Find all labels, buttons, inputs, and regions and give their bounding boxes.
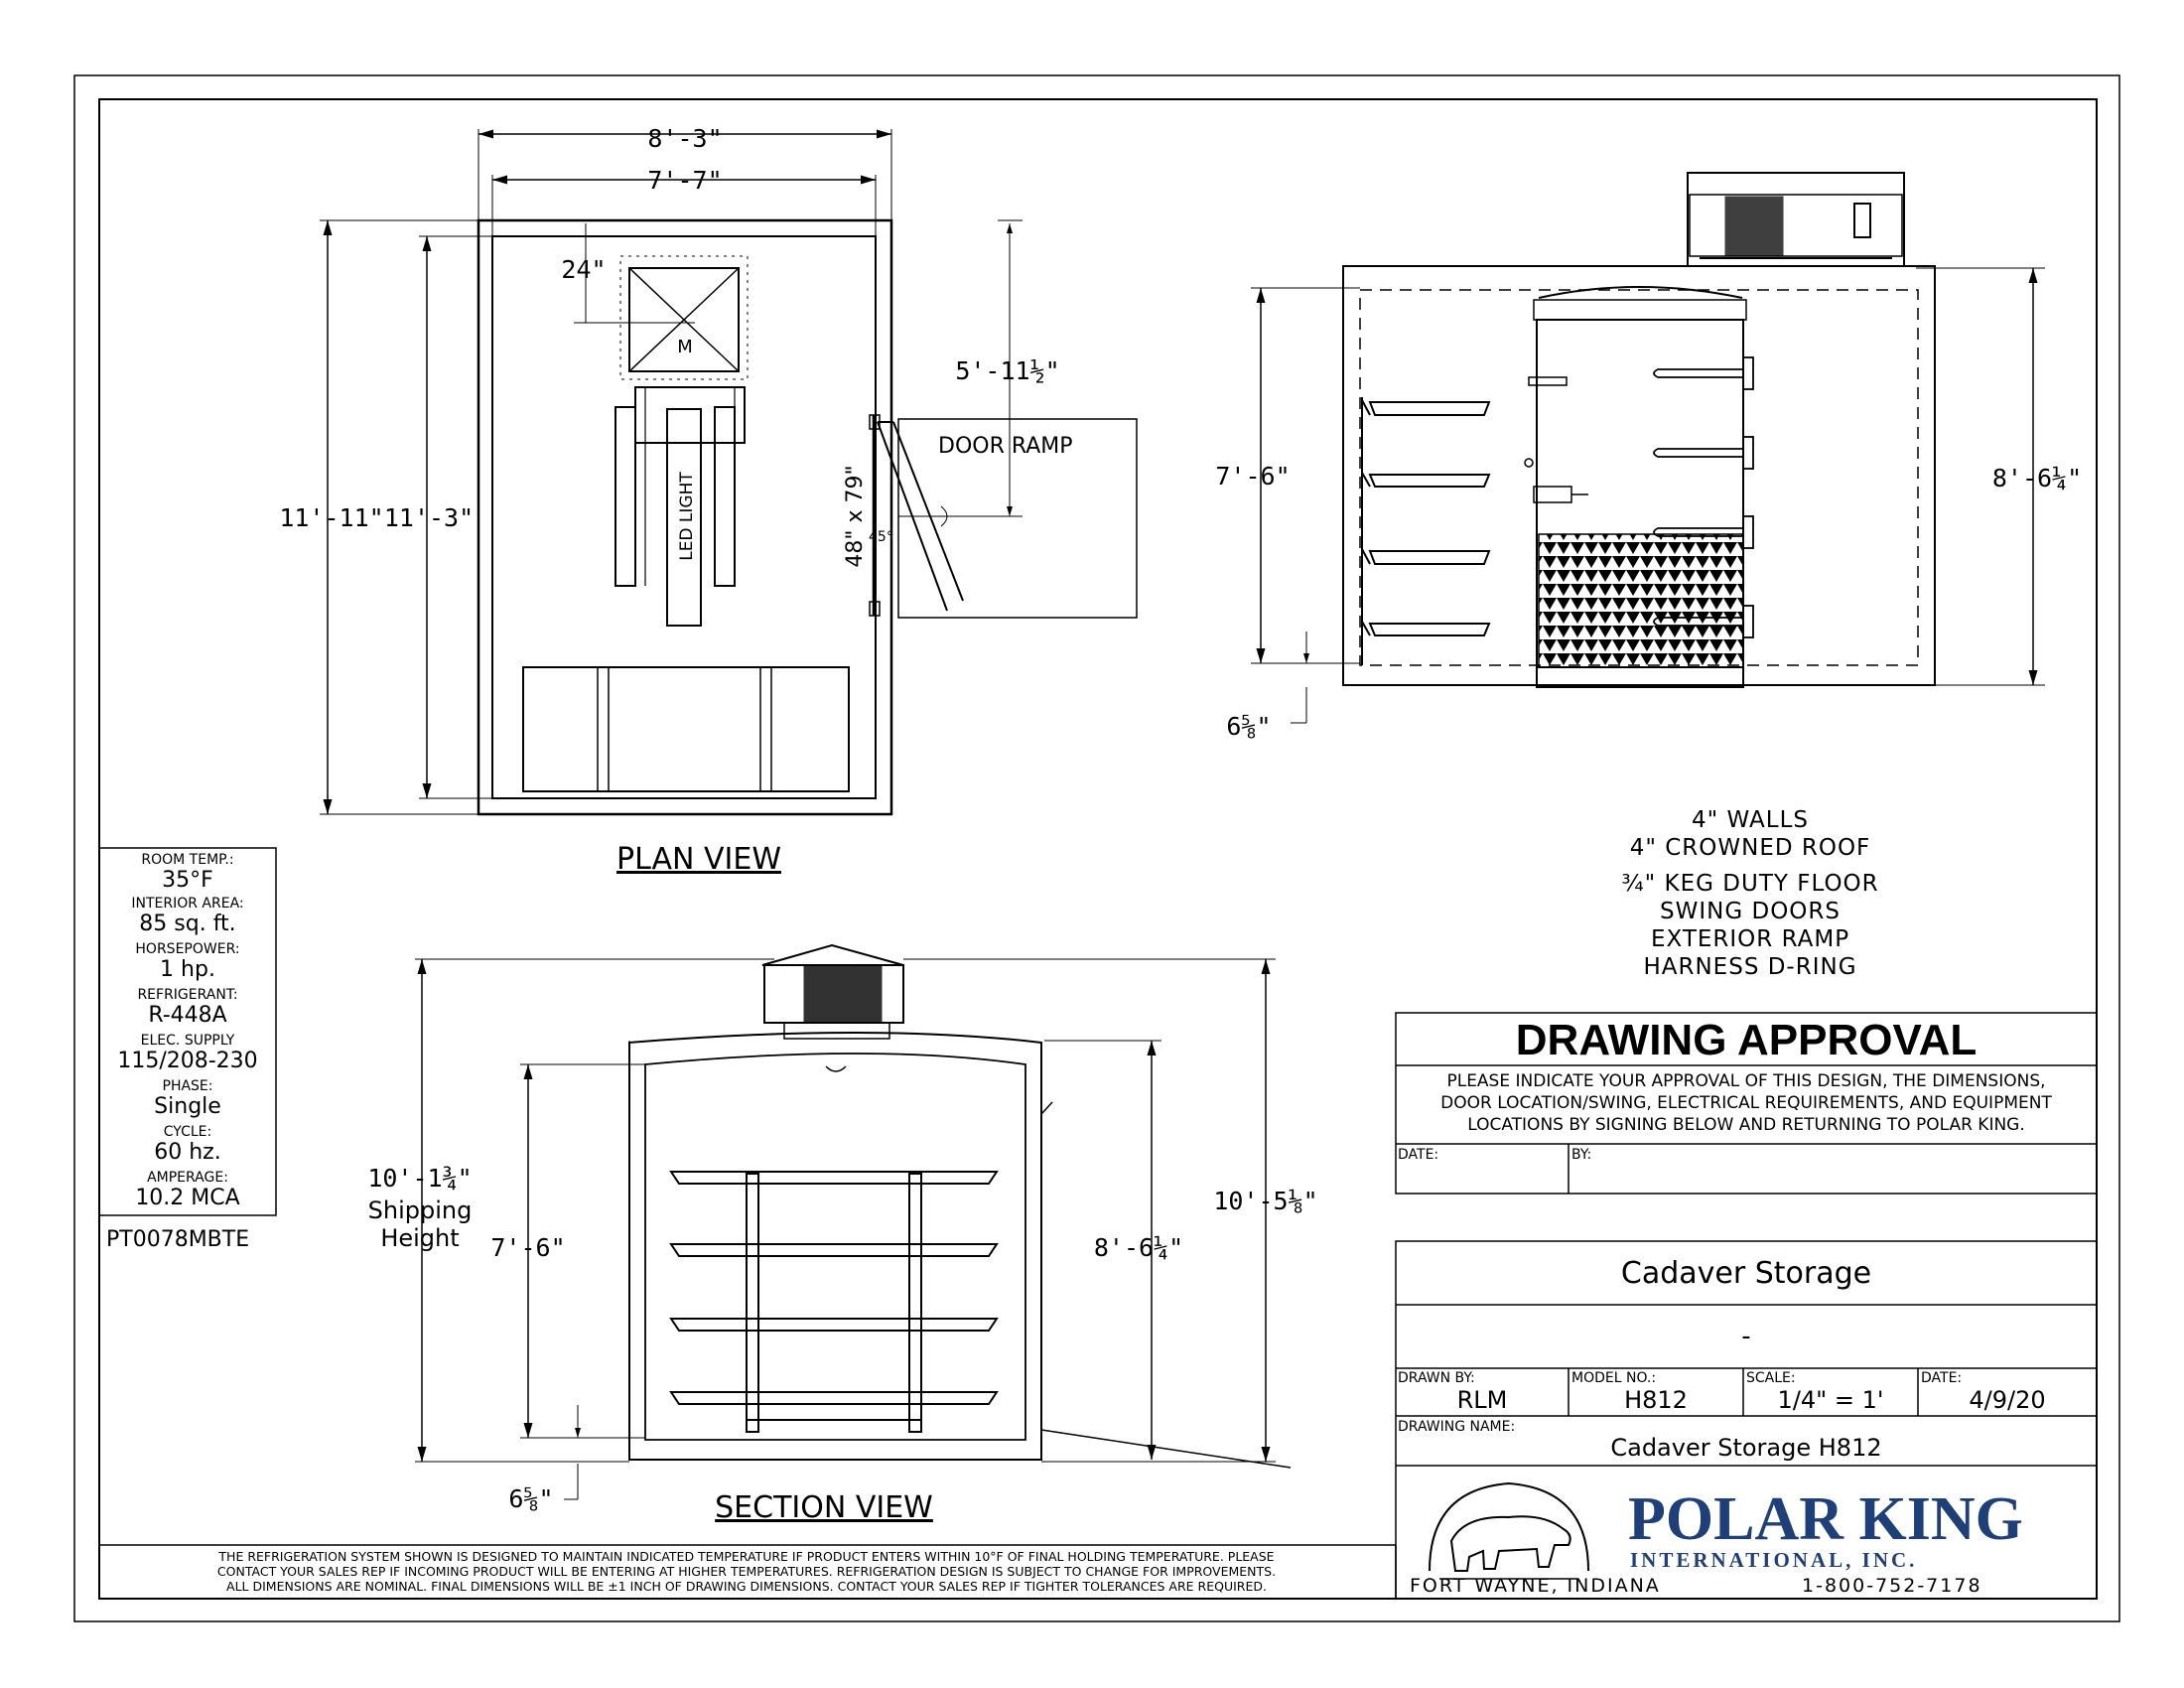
specs bbox=[117, 852, 257, 1210]
section-shipping-label-1: Shipping bbox=[367, 1196, 473, 1224]
feature-item: EXTERIOR RAMP bbox=[1650, 926, 1850, 952]
plan-m-label: M bbox=[677, 337, 693, 357]
spec-amperage: 10.2 MCA bbox=[135, 1186, 240, 1210]
logo-name: POLAR KING bbox=[1628, 1485, 2023, 1553]
approval-date-label: DATE: bbox=[1398, 1147, 1439, 1163]
approval-line-2: DOOR LOCATION/SWING, ELECTRICAL REQUIREMENTS, AND EQUIPMENT bbox=[1440, 1093, 2052, 1113]
polar-bear-logo bbox=[1430, 1483, 1588, 1579]
section-dim-floor: 6⅝" bbox=[508, 1484, 554, 1513]
section-dim-shipping: 10'-1¾" bbox=[367, 1164, 473, 1193]
spec-elec-label: ELEC. SUPPLY bbox=[140, 1033, 235, 1049]
spec-refrigerant: R-448A bbox=[148, 1003, 227, 1028]
plan-led-light-label: LED LIGHT bbox=[677, 472, 697, 561]
plan-door-ramp-label: DOOR RAMP bbox=[938, 434, 1073, 459]
plan-dim-outer-depth: 11'-11" bbox=[279, 503, 384, 532]
approval-line-3: LOCATIONS BY SIGNING BELOW AND RETURNING TO POLAR KING. bbox=[1467, 1115, 2025, 1135]
elev-dim-interior: 7'-6" bbox=[1215, 462, 1291, 491]
plan-view-title: PLAN VIEW bbox=[616, 842, 781, 877]
plan-dim-24: 24" bbox=[561, 255, 607, 284]
section-shipping-label-2: Height bbox=[380, 1224, 460, 1252]
spec-interior-area-label: INTERIOR AREA: bbox=[131, 896, 244, 912]
plan-dim-door-offset: 5'-11½" bbox=[955, 356, 1060, 385]
elev-dim-floor: 6⅝" bbox=[1226, 712, 1272, 741]
section-dim-exterior: 8'-6¼" bbox=[1093, 1233, 1184, 1262]
spec-room-temp: 35°F bbox=[162, 868, 213, 893]
model-label: MODEL NO.: bbox=[1571, 1370, 1657, 1386]
part-number: PT0078MBTE bbox=[106, 1227, 250, 1252]
section-view bbox=[415, 945, 1291, 1499]
feature-item: SWING DOORS bbox=[1660, 899, 1841, 924]
spec-interior-area: 85 sq. ft. bbox=[139, 912, 236, 936]
scale-value: 1/4" = 1' bbox=[1777, 1386, 1884, 1414]
section-view-title: SECTION VIEW bbox=[715, 1490, 933, 1525]
approval-by-label: BY: bbox=[1571, 1147, 1592, 1163]
feature-item: 4" CROWNED ROOF bbox=[1629, 835, 1871, 861]
disclaimer-line-3: ALL DIMENSIONS ARE NOMINAL. FINAL DIMENSIONS WILL BE ±1 INCH OF DRAWING DIMENSIONS. CONTACT YOUR SALES REP IF TIGHTER TOLERANCES ARE REQUIRED. bbox=[226, 1579, 1267, 1594]
section-dim-interior: 7'-6" bbox=[490, 1233, 566, 1262]
scale-label: SCALE: bbox=[1746, 1370, 1796, 1386]
approval-line-1: PLEASE INDICATE YOUR APPROVAL OF THIS DESIGN, THE DIMENSIONS, bbox=[1446, 1071, 2046, 1091]
approval-title: DRAWING APPROVAL bbox=[1515, 1016, 1978, 1064]
spec-cycle: 60 hz. bbox=[154, 1140, 221, 1165]
plan-dim-inner-width: 7'-7" bbox=[647, 166, 723, 195]
disclaimer-line-1: THE REFRIGERATION SYSTEM SHOWN IS DESIGNED TO MAINTAIN INDICATED TEMPERATURE IF PRODUCT ENTERS WITHIN 10°F OF FINAL HOLDING TEMPERATURE. PLEASE bbox=[218, 1549, 1275, 1564]
elev-dim-exterior: 8'-6¼" bbox=[1991, 464, 2083, 492]
spec-horsepower: 1 hp. bbox=[160, 957, 215, 982]
date-label: DATE: bbox=[1921, 1370, 1963, 1386]
spec-phase-label: PHASE: bbox=[162, 1078, 213, 1094]
logo-subtitle: INTERNATIONAL, INC. bbox=[1630, 1548, 1918, 1572]
spec-refrigerant-label: REFRIGERANT: bbox=[137, 987, 238, 1003]
drawing-name: Cadaver Storage H812 bbox=[1610, 1434, 1882, 1462]
features-list bbox=[1621, 807, 1878, 980]
feature-item: ¾" KEG DUTY FLOOR bbox=[1621, 871, 1879, 897]
feature-item: HARNESS D-RING bbox=[1643, 954, 1857, 980]
spec-horsepower-label: HORSEPOWER: bbox=[135, 941, 240, 957]
section-dim-overall: 10'-5⅛" bbox=[1213, 1187, 1318, 1215]
logo-location: FORT WAYNE, INDIANA bbox=[1410, 1575, 1661, 1597]
project-subtitle: - bbox=[1741, 1322, 1751, 1351]
plan-door-size: 48" x 79" bbox=[843, 465, 868, 568]
feature-item: 4" WALLS bbox=[1692, 807, 1809, 833]
elevation-view bbox=[1251, 173, 2045, 723]
spec-elec: 115/208-230 bbox=[117, 1049, 258, 1073]
drawn-by: RLM bbox=[1456, 1386, 1508, 1414]
spec-amperage-label: AMPERAGE: bbox=[147, 1170, 228, 1186]
spec-cycle-label: CYCLE: bbox=[163, 1124, 212, 1140]
plan-dim-outer-width: 8'-3" bbox=[647, 124, 723, 153]
spec-phase: Single bbox=[154, 1094, 221, 1119]
spec-room-temp-label: ROOM TEMP.: bbox=[141, 852, 234, 868]
project-name: Cadaver Storage bbox=[1620, 1256, 1872, 1291]
plan-door-angle: 45° bbox=[869, 529, 893, 545]
plan-dim-inner-depth: 11'-3" bbox=[383, 503, 475, 532]
logo-phone: 1-800-752-7178 bbox=[1802, 1575, 1982, 1597]
drawing-name-label: DRAWING NAME: bbox=[1398, 1419, 1516, 1435]
date-value: 4/9/20 bbox=[1969, 1386, 2046, 1414]
plan-view bbox=[320, 129, 1137, 814]
model-number: H812 bbox=[1624, 1386, 1688, 1414]
disclaimer-line-2: CONTACT YOUR SALES REP IF INCOMING PRODUCT WILL BE ENTERING AT HIGHER TEMPERATURES. REFRIGERATION DESIGN IS SUBJECT TO CHANGE FOR IMPROVEMENTS. bbox=[216, 1564, 1277, 1579]
drawn-by-label: DRAWN BY: bbox=[1398, 1370, 1475, 1386]
